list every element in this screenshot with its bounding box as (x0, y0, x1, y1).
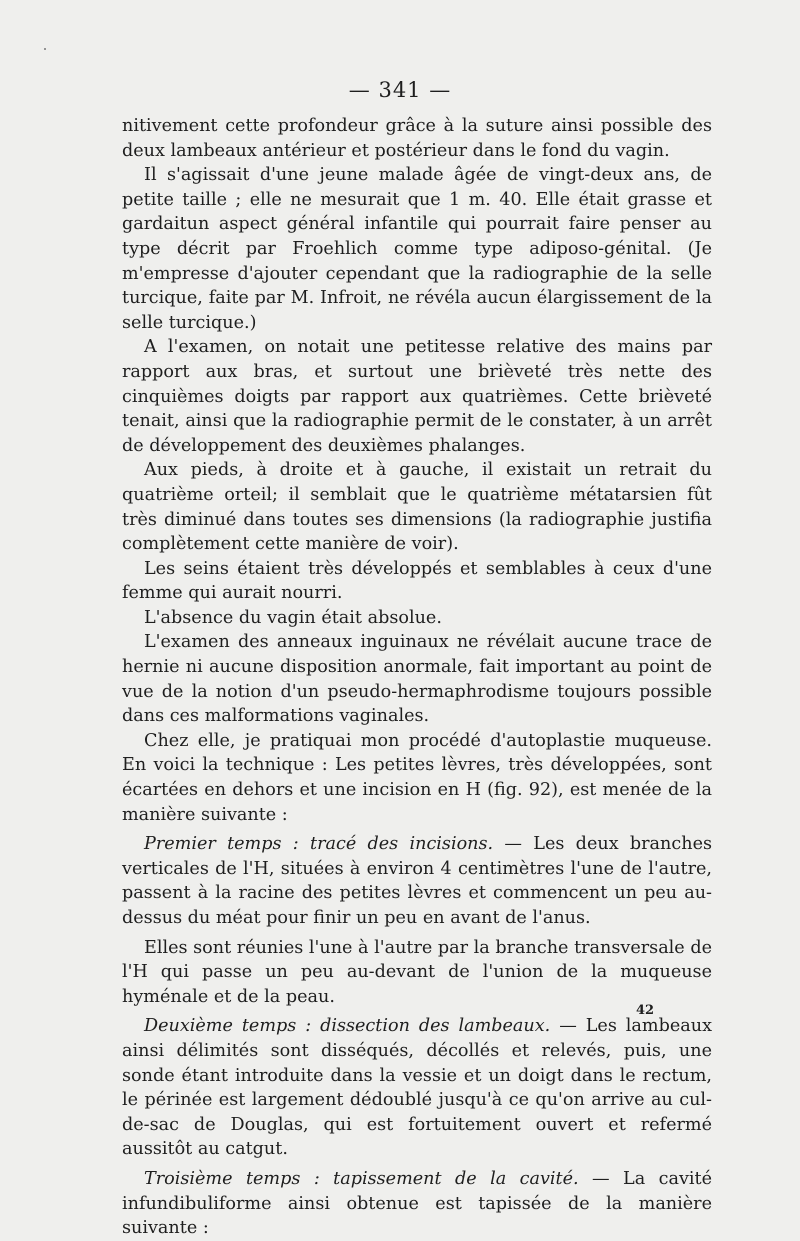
paragraph-10: Elles sont réunies l'une à l'autre par la branche transversale de l'H qui passe un peu au-devant de l'union de la muqueuse hyménale et de la peau. (122, 937, 712, 1007)
paragraph-1: nitivement cette profondeur grâce à la suture ainsi possible des deux lambeaux antérieur et postérieur dans le fond du vagin. (122, 116, 712, 161)
step-heading: Premier temps : tracé des incisions. (144, 834, 494, 855)
body-text (122, 114, 712, 1241)
paragraph-5: Les seins étaient très développés et semblables à ceux d'une femme qui aurait nourri. (122, 558, 712, 604)
paragraph-11: Deuxième temps : dissection des lambeaux. — Les lambeaux ainsi délimités sont disséqués, décollés et relevés, puis, une sonde étant introduite dans la vessie et un doigt dans le rectum, le périnée est largement dédoublé jusqu'à ce qu'on arrive au cul-de-sac de Douglas, qui est fortuitement ouvert et refermé aussitôt au catgut. (122, 1016, 712, 1160)
paragraph-8: Chez elle, je pratiquai mon procédé d'autoplastie muqueuse. En voici la technique : Les petites lèvres, très développées, sont écartées en dehors et une incision en H (fig. 92), est menée de la manière suivante : (122, 730, 712, 825)
paragraph-9: Premier temps : tracé des incisions. — Les deux branches verticales de l'H, situées à environ 4 centimètres l'une de l'autre, passent à la racine des petites lèvres et commencent un peu au-dessus du méat pour finir un peu en avant de l'anus. (122, 834, 713, 928)
page-number: — 341 — (348, 78, 452, 102)
signature-mark: 42 (636, 1003, 655, 1018)
paper-speck (44, 48, 46, 50)
step-heading: Deuxième temps : dissection des lambeaux. (144, 1016, 551, 1037)
paragraph-6: L'absence du vagin était absolue. (144, 607, 442, 628)
paragraph-2: Il s'agissait d'une jeune malade âgée de vingt-deux ans, de petite taille ; elle ne mesurait que 1 m. 40. Elle était grasse et gardaitun aspect général infantile qui pourrait faire penser au type décrit par Froehlich comme type adiposo-génital. (Je m'empresse d'ajouter cependant que la radiographie de la selle turcique, faite par M. Infroit, ne révéla aucun élargissement de la selle turcique.) (122, 165, 712, 333)
paragraph-7: L'examen des anneaux inguinaux ne révélait aucune trace de hernie ni aucune disposition anormale, fait important au point de vue de la notion d'un pseudo-hermaphrodisme toujours possible dans ces malformations vaginales. (122, 632, 712, 727)
paragraph-12: Troisième temps : tapissement de la cavité. — La cavité infundibuliforme ainsi obtenue est tapissée de la manière suivante : (122, 1168, 712, 1239)
paragraph-4: Aux pieds, à droite et à gauche, il existait un retrait du quatrième orteil; il semblait que le quatrième métatarsien fût très diminué dans toutes ses dimensions (la radiographie justifia complètement cette manière de voir). (122, 460, 712, 555)
paragraph-3: A l'examen, on notait une petitesse relative des mains par rapport aux bras, et surtout une brièveté très nette des cinquièmes doigts par rapport aux quatrièmes. Cette brièveté tenait, ainsi que la radiographie permit de le constater, à un arrêt de développement des deuxièmes phalanges. (122, 337, 712, 456)
step-heading: Troisième temps : tapissement de la cavité. (144, 1168, 579, 1189)
